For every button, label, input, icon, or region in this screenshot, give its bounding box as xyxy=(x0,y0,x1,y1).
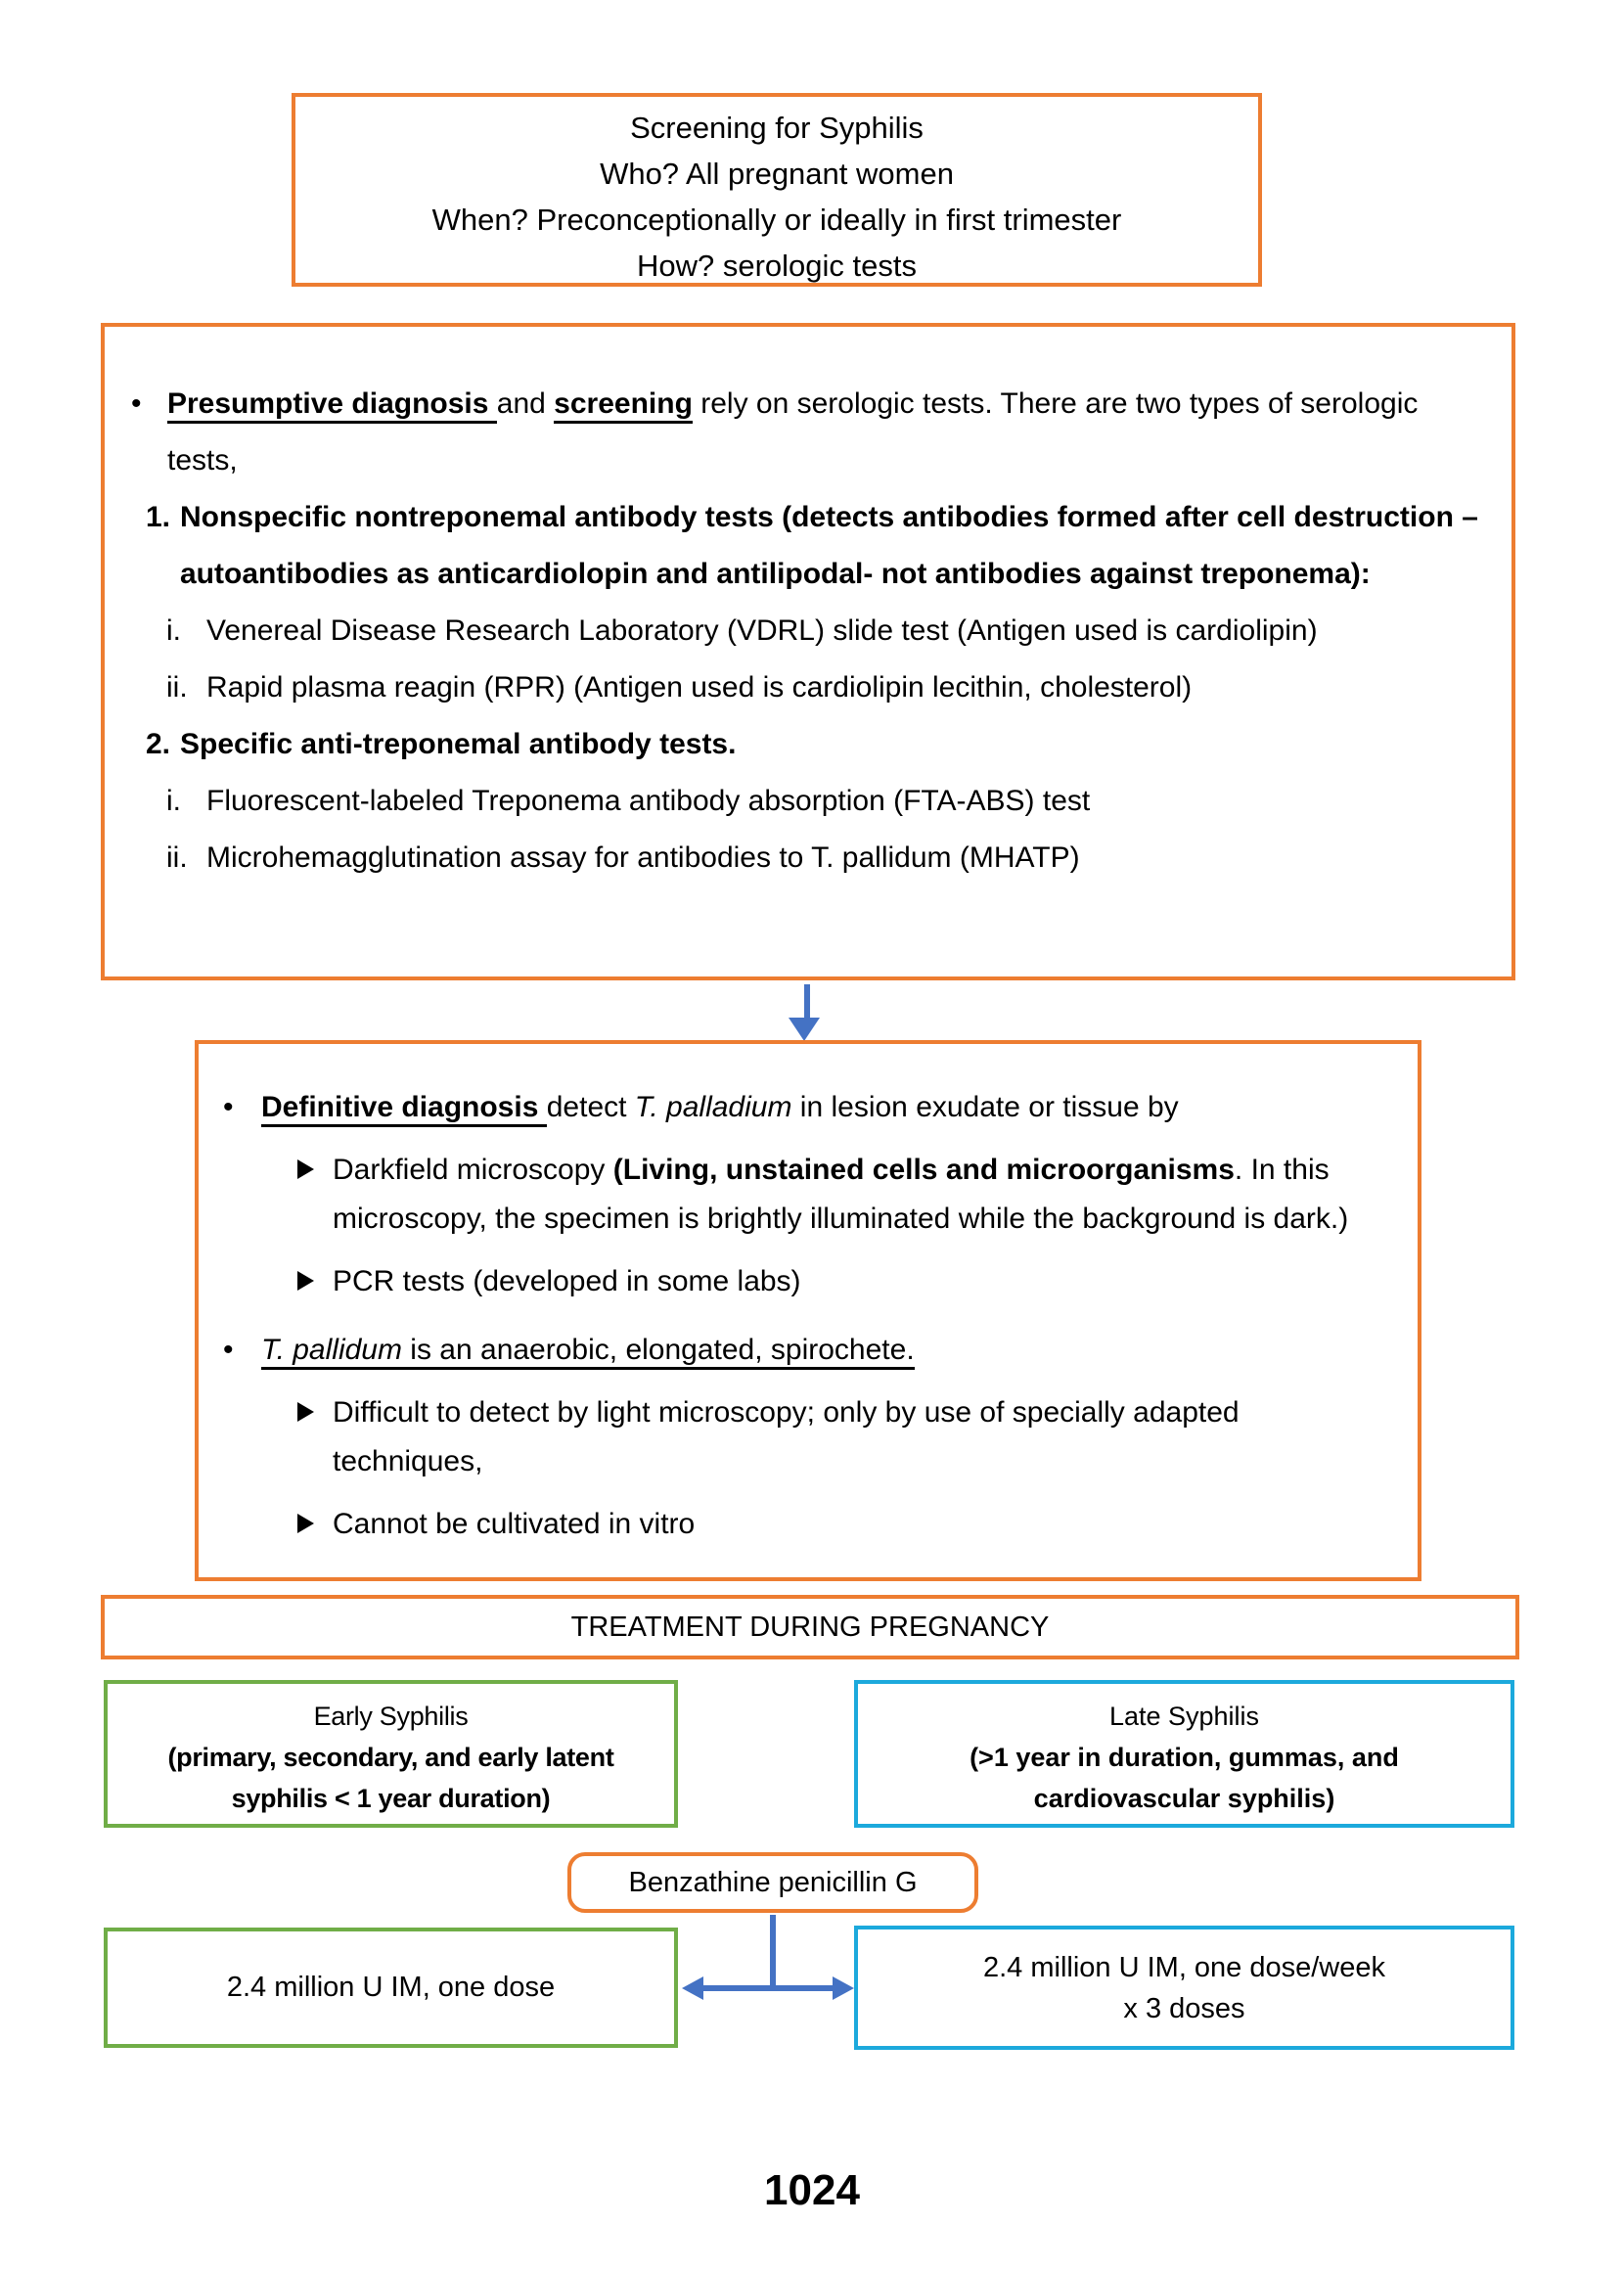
definitive-diagnosis-label: Definitive diagnosis xyxy=(261,1091,547,1127)
t-pallidum-underlined xyxy=(261,1334,915,1370)
t-pallidum-italic: T. pallidum xyxy=(261,1334,402,1366)
screening-line-4: How? serologic tests xyxy=(636,249,917,283)
fta-abs-item xyxy=(105,773,1484,830)
late-dose-box xyxy=(854,1926,1514,2050)
vdrl-text: Venereal Disease Research Laboratory (VDRL) slide test (Antigen used is cardiolipin) xyxy=(206,614,1318,647)
light-microscopy-item xyxy=(199,1388,1390,1486)
drug-connector-line xyxy=(770,1915,776,1988)
treponemal-tests-text: Specific anti-treponemal antibody tests. xyxy=(180,728,737,760)
nontreponemal-tests-item xyxy=(105,489,1484,603)
darkfield-bold: (Living, unstained cells and microorganisms xyxy=(612,1154,1235,1186)
t-palladium-italic: T. palladium xyxy=(634,1091,792,1123)
mhatp-text: Microhemagglutination assay for antibodies to T. pallidum (MHATP) xyxy=(206,841,1080,874)
definitive-diagnosis-paragraph xyxy=(199,1083,1390,1132)
t-pallidum-paragraph xyxy=(199,1326,1390,1375)
down-arrow-head-icon xyxy=(789,1018,820,1041)
fta-abs-text: Fluorescent-labeled Treponema antibody absorption (FTA-ABS) test xyxy=(206,785,1091,817)
light-microscopy-text: Difficult to detect by light microscopy; only by use of specially adapted techniques, xyxy=(333,1396,1240,1477)
left-right-arrow-icon xyxy=(701,1985,835,1991)
presumptive-diagnosis-label: Presumptive diagnosis xyxy=(167,387,497,424)
arrowhead-bullet-icon xyxy=(297,1159,314,1179)
late-syphilis-detail-1: (>1 year in duration, gummas, and xyxy=(970,1743,1399,1772)
early-syphilis-detail-2: syphilis < 1 year duration) xyxy=(231,1784,551,1813)
early-syphilis-box xyxy=(104,1680,678,1828)
early-syphilis-detail-1: (primary, secondary, and early latent xyxy=(167,1743,614,1772)
bullet-icon: • xyxy=(223,1334,234,1366)
arrowhead-bullet-icon xyxy=(297,1514,314,1533)
in-vitro-text: Cannot be cultivated in vitro xyxy=(333,1508,696,1540)
presumptive-diagnosis-paragraph xyxy=(105,376,1484,489)
treponemal-tests-item xyxy=(105,716,1484,773)
bullet-icon: • xyxy=(223,1091,234,1123)
benzathine-penicillin-box xyxy=(567,1852,978,1913)
roman-numeral: i. xyxy=(166,614,181,647)
bullet-icon: • xyxy=(131,387,142,420)
darkfield-item xyxy=(199,1146,1390,1244)
screening-label: screening xyxy=(554,387,693,424)
early-dose-text: 2.4 million U IM, one dose xyxy=(226,1972,556,2003)
benzathine-penicillin-text: Benzathine penicillin G xyxy=(628,1866,918,1898)
mhatp-item xyxy=(105,830,1484,886)
early-dose-box xyxy=(104,1928,678,2048)
rpr-item xyxy=(105,659,1484,716)
treatment-header-text: TREATMENT DURING PREGNANCY xyxy=(570,1611,1050,1643)
late-dose-line-1: 2.4 million U IM, one dose/week xyxy=(982,1951,1386,1983)
serologic-tests-box xyxy=(101,323,1515,980)
arrowhead-bullet-icon xyxy=(297,1271,314,1291)
item-number: 1. xyxy=(146,501,171,533)
definitive-text-rest: in lesion exudate or tissue by xyxy=(791,1091,1179,1123)
late-syphilis-box xyxy=(854,1680,1514,1828)
roman-numeral: ii. xyxy=(166,671,188,704)
page-number: 1024 xyxy=(764,2166,860,2214)
definitive-text: detect xyxy=(546,1091,635,1123)
right-arrow-head-icon xyxy=(833,1976,854,2000)
intro-text: and xyxy=(496,387,555,420)
darkfield-text-1: Darkfield microscopy xyxy=(333,1154,613,1186)
late-syphilis-detail-2: cardiovascular syphilis) xyxy=(1033,1784,1335,1813)
roman-numeral: ii. xyxy=(166,841,188,874)
screening-line-2: Who? All pregnant women xyxy=(600,157,954,191)
intro-text-rest: rely on serologic tests. There are two types of serologic tests, xyxy=(167,387,1419,477)
item-number: 2. xyxy=(146,728,171,760)
definitive-diagnosis-box xyxy=(195,1040,1421,1581)
vdrl-item xyxy=(105,603,1484,659)
t-pallidum-text: is an anaerobic, elongated, spirochete. xyxy=(401,1334,915,1366)
pcr-text: PCR tests (developed in some labs) xyxy=(333,1265,801,1297)
screening-title-box xyxy=(292,93,1262,287)
late-dose-line-2: x 3 doses xyxy=(1123,1992,1245,2024)
treatment-header-box xyxy=(101,1595,1519,1659)
arrowhead-bullet-icon xyxy=(297,1402,314,1422)
roman-numeral: i. xyxy=(166,785,181,817)
left-arrow-head-icon xyxy=(682,1976,703,2000)
rpr-text: Rapid plasma reagin (RPR) (Antigen used is cardiolipin lecithin, cholesterol) xyxy=(206,671,1193,704)
darkfield-text-2: . In this microscopy, the specimen is brightly illuminated while the background is dark.) xyxy=(333,1154,1349,1235)
early-syphilis-title: Early Syphilis xyxy=(313,1702,469,1731)
pcr-item xyxy=(199,1257,1390,1306)
down-arrow-icon xyxy=(804,984,810,1022)
late-syphilis-title: Late Syphilis xyxy=(1108,1702,1260,1731)
in-vitro-item xyxy=(199,1500,1390,1549)
screening-line-3: When? Preconceptionally or ideally in first trimester xyxy=(431,203,1122,237)
nontreponemal-tests-text: Nonspecific nontreponemal antibody tests (detects antibodies formed after cell destruction –autoantibodies as anticardiolopin and antilipodal- not antibodies against treponema): xyxy=(180,501,1478,590)
screening-line-1: Screening for Syphilis xyxy=(630,111,924,145)
